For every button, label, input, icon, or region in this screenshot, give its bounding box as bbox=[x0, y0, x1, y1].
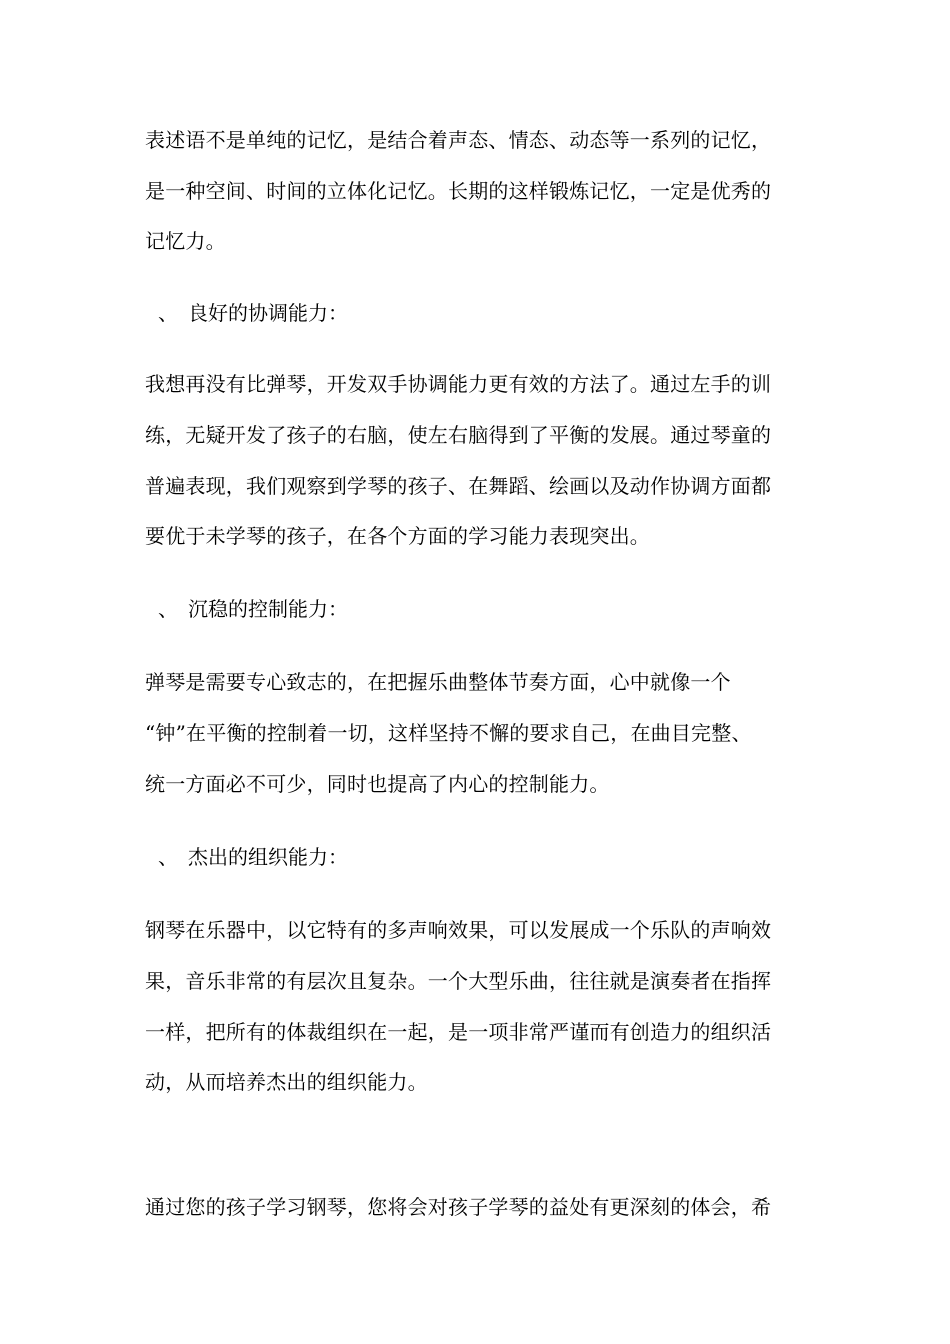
heading-title: 沉稳的控制能力： bbox=[188, 597, 348, 621]
paragraph-line: 统一方面必不可少，同时也提高了内心的控制能力。 bbox=[145, 772, 610, 796]
paragraph-line: 记忆力。 bbox=[145, 229, 226, 253]
paragraph-line: 要优于未学琴的孩子，在各个方面的学习能力表现突出。 bbox=[145, 524, 650, 548]
paragraph-line: 普遍表现，我们观察到学琴的孩子、在舞蹈、绘画以及动作协调方面都 bbox=[145, 474, 772, 498]
paragraph-line: 表述语不是单纯的记忆，是结合着声态、情态、动态等一系列的记忆， bbox=[145, 128, 772, 152]
heading-bullet: 、 bbox=[158, 301, 178, 325]
paragraph-line: 通过您的孩子学习钢琴，您将会对孩子学琴的益处有更深刻的体会，希 bbox=[145, 1195, 772, 1219]
paragraph-line: 钢琴在乐器中，以它特有的多声响效果，可以发展成一个乐队的声响效 bbox=[145, 918, 772, 942]
heading-bullet: 、 bbox=[158, 845, 178, 869]
paragraph-line: 我想再没有比弹琴，开发双手协调能力更有效的方法了。通过左手的训 bbox=[145, 372, 772, 396]
heading-bullet: 、 bbox=[158, 597, 178, 621]
paragraph-line: 果，音乐非常的有层次且复杂。一个大型乐曲，往往就是演奏者在指挥 bbox=[145, 969, 772, 993]
paragraph-line: 一样，把所有的体裁组织在一起，是一项非常严谨而有创造力的组织活 bbox=[145, 1020, 772, 1044]
paragraph-line: 练，无疑开发了孩子的右脑，使左右脑得到了平衡的发展。通过琴童的 bbox=[145, 423, 772, 447]
heading-title: 杰出的组织能力： bbox=[188, 845, 348, 869]
paragraph-line: “钟”在平衡的控制着一切，这样坚持不懈的要求自己，在曲目完整、 bbox=[145, 721, 752, 745]
paragraph-line: 是一种空间、时间的立体化记忆。长期的这样锻炼记忆，一定是优秀的 bbox=[145, 179, 772, 203]
paragraph-line: 弹琴是需要专心致志的，在把握乐曲整体节奏方面，心中就像一个 bbox=[145, 670, 731, 694]
paragraph-line: 动，从而培养杰出的组织能力。 bbox=[145, 1070, 428, 1094]
heading-title: 良好的协调能力： bbox=[188, 301, 348, 325]
